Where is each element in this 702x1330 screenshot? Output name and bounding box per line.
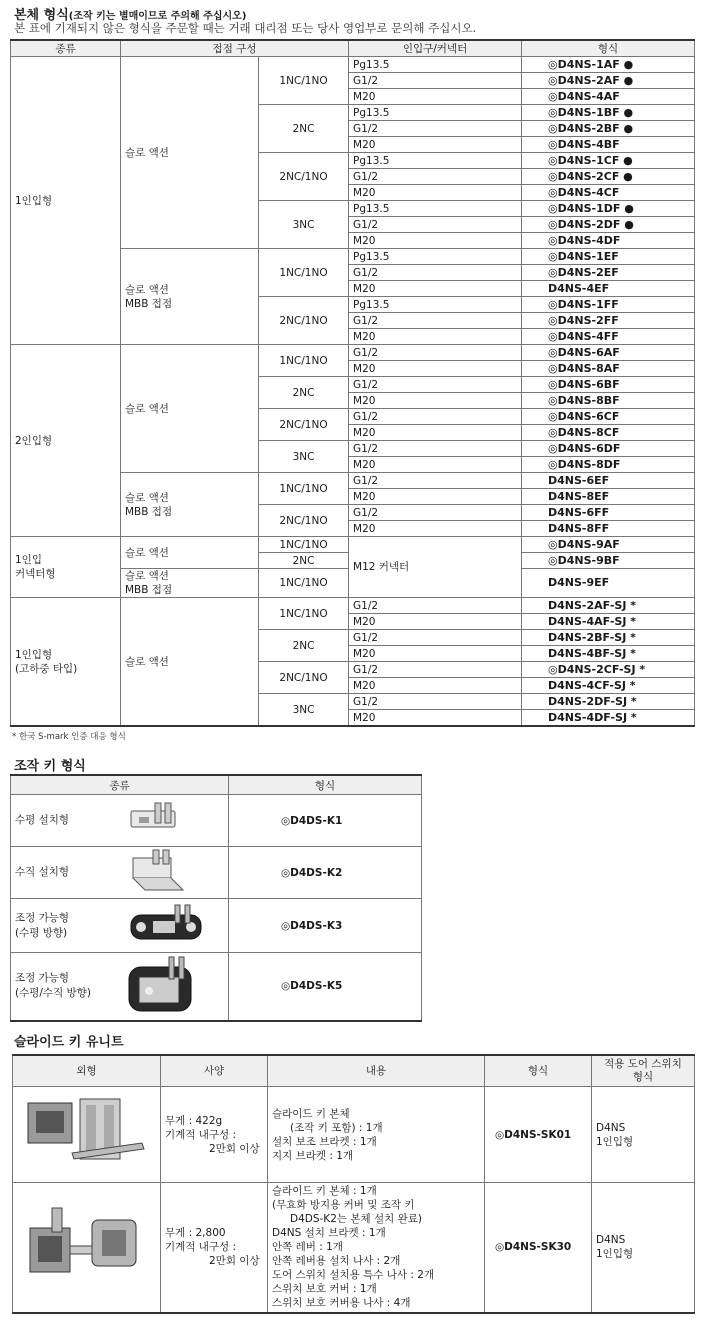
key-type-cell — [11, 953, 229, 1021]
action-cell: 슬로 액션 — [121, 345, 259, 473]
contact-cell: 2NC — [259, 630, 349, 662]
model-cell: ◎D4NS-8BF — [522, 393, 695, 409]
model-cell: D4NS-6EF — [522, 473, 695, 489]
key-type-name: 조정 가능형 (수평/수직 방향) — [15, 972, 91, 1000]
contact-cell: 3NC — [259, 694, 349, 727]
contact-cell: 2NC — [259, 553, 349, 569]
key-model-cell: ◎D4DS-K3 — [229, 899, 422, 953]
slide-header-door: 적용 도어 스위치 형식 — [592, 1055, 695, 1087]
conduit-cell: M20 — [349, 393, 522, 409]
content-line: 스위치 보호 커버 : 1개 — [272, 1283, 377, 1296]
key-row — [11, 795, 422, 847]
slide-door-cell — [592, 1183, 695, 1313]
contact-cell: 2NC/1NO — [259, 409, 349, 441]
slide-look-cell — [13, 1087, 161, 1183]
model-cell: ◎D4NS-4CF — [522, 185, 695, 201]
conduit-cell: M20 — [349, 137, 522, 153]
content-line: 설치 보조 브라켓 : 1개 — [272, 1135, 377, 1148]
conduit-cell: G1/2 — [349, 377, 522, 393]
conduit-cell: M20 — [349, 185, 522, 201]
model-cell: ◎D4NS-9BF — [522, 553, 695, 569]
action-cell: 슬로 액션 — [121, 57, 259, 249]
conduit-cell: M20 — [349, 361, 522, 377]
table-row — [11, 537, 695, 553]
keys-header-type: 종류 — [11, 775, 229, 795]
model-cell: ◎D4NS-6CF — [522, 409, 695, 425]
table-row — [11, 598, 695, 614]
model-cell: ◎D4NS-2FF — [522, 313, 695, 329]
slide-content-cell — [268, 1183, 485, 1313]
conduit-cell: G1/2 — [349, 441, 522, 457]
model-cell: D4NS-4EF — [522, 281, 695, 297]
content-line: D4DS-K2는 본체 설치 완료) — [290, 1213, 422, 1226]
key-type-cell — [11, 899, 229, 953]
conduit-cell: M20 — [349, 281, 522, 297]
conduit-cell: M20 — [349, 89, 522, 105]
content-line: 슬라이드 키 본체 : 1개 — [272, 1185, 377, 1198]
model-cell: D4NS-4CF-SJ * — [522, 678, 695, 694]
model-cell: ◎D4NS-1AF ● — [522, 57, 695, 73]
model-cell: ◎D4NS-1EF — [522, 249, 695, 265]
content-line: 슬라이드 키 본체 — [272, 1107, 350, 1120]
model-cell: ◎D4NS-4BF — [522, 137, 695, 153]
conduit-cell: G1/2 — [349, 409, 522, 425]
conduit-cell: M20 — [349, 678, 522, 694]
type-cell: 1인입 커넥터형 — [11, 537, 121, 598]
conduit-cell: G1/2 — [349, 73, 522, 89]
key-model-cell: ◎D4DS-K5 — [229, 953, 422, 1021]
content-line: D4NS 설치 브라켓 : 1개 — [272, 1227, 386, 1240]
vertical-key-icon — [125, 848, 185, 897]
contact-cell: 2NC — [259, 105, 349, 153]
model-cell: D4NS-4DF-SJ * — [522, 710, 695, 727]
key-row — [11, 899, 422, 953]
header-type: 종류 — [11, 40, 121, 57]
adjustable-key-hv-icon — [125, 955, 205, 1018]
contact-cell: 2NC — [259, 377, 349, 409]
footnote: * 한국 S-mark 인증 대응 형식 — [12, 732, 126, 742]
key-type-name: 수직 설치형 — [15, 866, 70, 878]
main-subtitle: 본 표에 기재되지 않은 형식을 주문할 때는 거래 대리점 또는 당사 영업부로 문의해 주십시오. — [14, 21, 477, 35]
conduit-cell: G1/2 — [349, 217, 522, 233]
model-cell: ◎D4NS-2DF ● — [522, 217, 695, 233]
model-cell: ◎D4NS-4AF — [522, 89, 695, 105]
contact-cell: 1NC/1NO — [259, 598, 349, 630]
key-type-cell — [11, 847, 229, 899]
key-row — [11, 953, 422, 1021]
main-title-note: (조작 키는 별매이므로 주의해 주십시오) — [68, 11, 247, 22]
model-cell: D4NS-6FF — [522, 505, 695, 521]
content-line: 도어 스위치 설치용 특수 나사 : 2개 — [272, 1269, 435, 1282]
spec-line: 기계적 내구성 : — [165, 1241, 237, 1254]
slide-section-title: 슬라이드 키 유니트 — [14, 1035, 124, 1050]
conduit-cell: G1/2 — [349, 265, 522, 281]
contact-cell: 1NC/1NO — [259, 569, 349, 598]
slide-header-look: 외형 — [13, 1055, 161, 1087]
slide-header-content: 내용 — [268, 1055, 485, 1087]
model-cell: ◎D4NS-6DF — [522, 441, 695, 457]
model-cell: D4NS-2AF-SJ * — [522, 598, 695, 614]
conduit-cell: M20 — [349, 614, 522, 630]
keys-section-title: 조작 키 형식 — [14, 759, 86, 774]
key-type-name: 조정 가능형 (수평 방향) — [15, 911, 70, 939]
conduit-cell: G1/2 — [349, 598, 522, 614]
header-contact: 접점 구성 — [121, 40, 349, 57]
model-cell: ◎D4NS-8AF — [522, 361, 695, 377]
conduit-cell: G1/2 — [349, 694, 522, 710]
key-model-cell: ◎D4DS-K1 — [229, 795, 422, 847]
conduit-cell: G1/2 — [349, 630, 522, 646]
conduit-cell: M20 — [349, 646, 522, 662]
model-cell: ◎D4NS-2AF ● — [522, 73, 695, 89]
spec-line: 2만회 이상 — [209, 1255, 260, 1268]
slide-spec-cell — [161, 1087, 268, 1183]
type-cell: 1인입형 — [11, 57, 121, 345]
model-cell: ◎D4NS-4DF — [522, 233, 695, 249]
conduit-cell: M20 — [349, 489, 522, 505]
slide-header-model: 형식 — [485, 1055, 592, 1087]
conduit-cell: Pg13.5 — [349, 297, 522, 313]
action-cell: 슬로 액션 MBB 접점 — [121, 569, 259, 598]
model-cell: ◎D4NS-2CF-SJ * — [522, 662, 695, 678]
table-row — [11, 57, 695, 73]
content-line: (무효화 방지용 커버 및 조작 키 — [272, 1199, 415, 1212]
spec-line: 무게 : 422g — [165, 1114, 223, 1127]
conduit-cell: M20 — [349, 233, 522, 249]
main-section-title: 본체 형식(조작 키는 별매이므로 주의해 주십시오) — [14, 8, 247, 23]
door-line: 1인입형 — [596, 1135, 634, 1148]
conduit-cell: Pg13.5 — [349, 57, 522, 73]
contact-cell: 1NC/1NO — [259, 537, 349, 553]
key-type-name: 수평 설치형 — [15, 814, 70, 826]
slide-model-cell: ◎D4NS-SK01 — [485, 1087, 592, 1183]
contact-cell: 2NC/1NO — [259, 505, 349, 537]
conduit-cell: Pg13.5 — [349, 249, 522, 265]
content-line: 안쪽 레버 : 1개 — [272, 1241, 343, 1254]
slide-model-cell: ◎D4NS-SK30 — [485, 1183, 592, 1313]
type-cell: 2인입형 — [11, 345, 121, 537]
model-cell: ◎D4NS-2CF ● — [522, 169, 695, 185]
key-model-cell: ◎D4DS-K2 — [229, 847, 422, 899]
key-table — [10, 774, 422, 1022]
conduit-cell: G1/2 — [349, 169, 522, 185]
model-table — [10, 39, 695, 727]
slide-row — [13, 1183, 695, 1313]
table-row — [11, 345, 695, 361]
door-line: D4NS — [596, 1234, 626, 1247]
contact-cell: 3NC — [259, 441, 349, 473]
conduit-cell: G1/2 — [349, 345, 522, 361]
contact-cell: 1NC/1NO — [259, 473, 349, 505]
action-cell: 슬로 액션 MBB 접점 — [121, 473, 259, 537]
slide-door-cell — [592, 1087, 695, 1183]
door-line: D4NS — [596, 1121, 626, 1134]
content-line: 안쪽 레버용 설치 나사 : 2개 — [272, 1255, 401, 1268]
spec-line: 기계적 내구성 : — [165, 1128, 237, 1141]
contact-cell: 3NC — [259, 201, 349, 249]
slide-row — [13, 1087, 695, 1183]
table-header-row — [11, 40, 695, 57]
contact-cell: 1NC/1NO — [259, 249, 349, 297]
type-cell: 1인입형 (고하중 타입) — [11, 598, 121, 727]
model-cell: ◎D4NS-1FF — [522, 297, 695, 313]
keys-header-model: 형식 — [229, 775, 422, 795]
conduit-cell: Pg13.5 — [349, 105, 522, 121]
model-cell: ◎D4NS-4FF — [522, 329, 695, 345]
slide-header-spec: 사양 — [161, 1055, 268, 1087]
model-cell: ◎D4NS-2EF — [522, 265, 695, 281]
header-model: 형식 — [522, 40, 695, 57]
slide-key-unit-image — [22, 1164, 152, 1176]
model-cell: ◎D4NS-8DF — [522, 457, 695, 473]
slide-look-cell — [13, 1183, 161, 1313]
spec-line: 2만회 이상 — [209, 1142, 260, 1155]
model-cell: D4NS-2DF-SJ * — [522, 694, 695, 710]
spec-line: 무게 : 2,800 — [165, 1227, 226, 1240]
key-type-cell — [11, 795, 229, 847]
model-cell: D4NS-8EF — [522, 489, 695, 505]
model-cell: ◎D4NS-1BF ● — [522, 105, 695, 121]
action-cell: 슬로 액션 — [121, 537, 259, 569]
model-cell: ◎D4NS-1DF ● — [522, 201, 695, 217]
content-line: 지지 브라켓 : 1개 — [272, 1149, 354, 1162]
model-cell: D4NS-9EF — [522, 569, 695, 598]
contact-cell: 2NC/1NO — [259, 662, 349, 694]
slide-table — [12, 1054, 695, 1314]
header-conduit: 인입구/커넥터 — [349, 40, 522, 57]
contact-cell: 1NC/1NO — [259, 345, 349, 377]
conduit-cell: M20 — [349, 521, 522, 537]
action-cell: 슬로 액션 MBB 접점 — [121, 249, 259, 345]
slide-key-unit-image — [22, 1281, 152, 1293]
model-cell: D4NS-8FF — [522, 521, 695, 537]
conduit-cell: G1/2 — [349, 121, 522, 137]
content-line: (조작 키 포함) : 1개 — [290, 1121, 383, 1134]
conduit-cell: G1/2 — [349, 313, 522, 329]
conduit-cell: M20 — [349, 457, 522, 473]
model-cell: ◎D4NS-2BF ● — [522, 121, 695, 137]
conduit-cell: M20 — [349, 425, 522, 441]
model-cell: D4NS-2BF-SJ * — [522, 630, 695, 646]
conduit-cell: G1/2 — [349, 505, 522, 521]
conduit-cell: M12 커넥터 — [349, 537, 522, 598]
model-cell: ◎D4NS-6AF — [522, 345, 695, 361]
model-cell: D4NS-4BF-SJ * — [522, 646, 695, 662]
contact-cell: 2NC/1NO — [259, 153, 349, 201]
contact-cell: 1NC/1NO — [259, 57, 349, 105]
conduit-cell: M20 — [349, 710, 522, 727]
model-cell: D4NS-4AF-SJ * — [522, 614, 695, 630]
conduit-cell: G1/2 — [349, 662, 522, 678]
model-cell: ◎D4NS-1CF ● — [522, 153, 695, 169]
model-cell: ◎D4NS-9AF — [522, 537, 695, 553]
action-cell: 슬로 액션 — [121, 598, 259, 727]
conduit-cell: Pg13.5 — [349, 153, 522, 169]
conduit-cell: M20 — [349, 329, 522, 345]
adjustable-key-icon — [125, 901, 215, 950]
conduit-cell: Pg13.5 — [349, 201, 522, 217]
key-row — [11, 847, 422, 899]
conduit-cell: G1/2 — [349, 473, 522, 489]
horizontal-key-icon — [125, 799, 185, 842]
slide-content-cell — [268, 1087, 485, 1183]
content-line: 스위치 보호 커버용 나사 : 4개 — [272, 1297, 411, 1310]
model-cell: ◎D4NS-6BF — [522, 377, 695, 393]
door-line: 1인입형 — [596, 1248, 634, 1261]
contact-cell: 2NC/1NO — [259, 297, 349, 345]
model-cell: ◎D4NS-8CF — [522, 425, 695, 441]
slide-spec-cell — [161, 1183, 268, 1313]
